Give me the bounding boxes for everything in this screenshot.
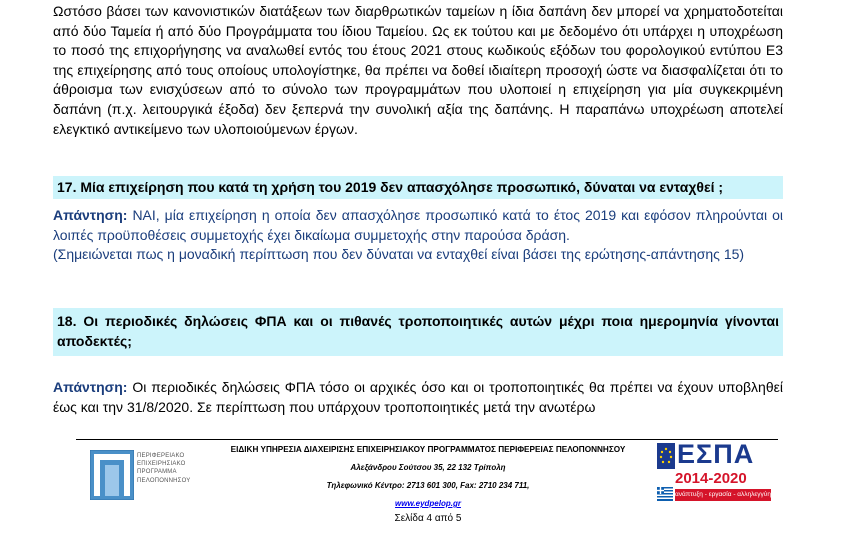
- greek-flag-icon: [657, 487, 673, 501]
- answer-18-text: Οι περιοδικές δηλώσεις ΦΠΑ τόσο οι αρχικές όσο και οι τροποποιητικές θα πρέπει να έχουν υποβληθεί έως και την 31/8/2020. Σε περίπτωση που υπάρχουν τροποποιητικές μετά την ανωτέρω: [53, 379, 783, 415]
- answer-18: [53, 378, 783, 417]
- espa-years: 2014-2020: [675, 470, 747, 487]
- logo-line: ΠΕΡΙΦΕΡΕΙΑΚΟ: [137, 453, 185, 459]
- question-17-heading: 17. Μία επιχείρηση που κατά τη χρήση του 2019 δεν απασχόλησε προσωπικό, δύναται να ενταχθεί ;: [53, 176, 783, 199]
- answer-17-note: (Σημειώνεται πως η μοναδική περίπτωση που δεν δύναται να ενταχθεί είναι βάσει της ερώτησης-απάντησης 15): [53, 246, 745, 263]
- eu-flag-icon: [657, 443, 675, 469]
- answer-label: Απάντηση:: [53, 207, 128, 223]
- answer-17-text: ΝΑΙ, μία επιχείρηση η οποία δεν απασχόλησε προσωπικό κατά το έτος 2019 και εφόσον πληρούνται οι λοιπές προϋποθέσεις συμμετοχής έχει δικαίωμα συμμετοχής στην παρούσα δράση.: [53, 207, 783, 243]
- regional-program-logo-text: [137, 452, 207, 485]
- logo-line: ΕΠΙΧΕΙΡΗΣΙΑΚΟ: [137, 461, 186, 468]
- espa-logo: [655, 437, 773, 505]
- footer-organization: ΕΙΔΙΚΗ ΥΠΗΡΕΣΙΑ ΔΙΑΧΕΙΡΙΣΗΣ ΕΠΙΧΕΙΡΗΣΙΑΚΟΥ ΠΡΟΓΡΑΜΜΑΤΟΣ ΠΕΡΙΦΕΡΕΙΑΣ ΠΕΛΟΠΟΝΝΗΣΟΥ: [230, 445, 626, 454]
- espa-title: ΕΣΠΑ: [677, 439, 755, 469]
- regional-program-logo: [90, 450, 196, 500]
- espa-tagline: ανάπτυξη - εργασία - αλληλεγγύη: [675, 489, 771, 501]
- footer-address: Αλεξάνδρου Σούτσου 35, 22 132 Τρίπολη: [350, 463, 506, 472]
- regional-program-logo-icon: [90, 450, 134, 500]
- page-number: Σελίδα 4 από 5: [394, 513, 462, 524]
- answer-17: [53, 206, 783, 265]
- logo-line: ΠΕΛΟΠΟΝΝΗΣΟΥ: [137, 477, 191, 484]
- answer-label: Απάντηση:: [53, 379, 128, 395]
- question-18-heading: 18. Οι περιοδικές δηλώσεις ΦΠΑ και οι πιθανές τροποποιητικές αυτών μέχρι ποια ημερομηνία γίνονται αποδεκτές;: [53, 308, 783, 356]
- footer-website-link[interactable]: www.eydpelop.gr: [395, 499, 461, 508]
- paragraph-continuation: Ωστόσο βάσει των κανονιστικών διατάξεων των διαρθρωτικών ταμείων η ίδια δαπάνη δεν μπορεί να χρηματοδοτείται από δύο Ταμεία ή από δύο Προγράμματα του ίδιου Ταμείου. Ως εκ τούτου και με δεδομένο ότι υπάρχει η υποχρέωση το ποσό της επιχορήγησης να αναλωθεί εντός του έτους 2021 στους κωδικούς εξόδων του φορολογικού εντύπου Ε3 της επιχείρησης από τους οποίους υπολογίστηκε, θα πρέπει να δοθεί ιδιαίτερη προσοχή ώστε να διασφαλίζεται ότι το άθροισμα των ενισχύσεων από το σύνολο των προγραμμάτων που υλοποιεί η επιχείρηση για μία συγκεκριμένη δαπάνη (π.χ. λειτουργικά έξοδα) δεν ξεπερνά την συνολική αξία της δαπάνης. Η παραπάνω υποχρέωση αποτελεί ελεγκτικό αντικείμενο των υλοποιούμενων έργων.: [53, 3, 783, 137]
- logo-line: ΠΡΟΓΡΑΜΜΑ: [137, 469, 177, 476]
- footer-phone: Τηλεφωνικό Κέντρο: 2713 601 300, Fax: 2710 234 711,: [326, 481, 530, 490]
